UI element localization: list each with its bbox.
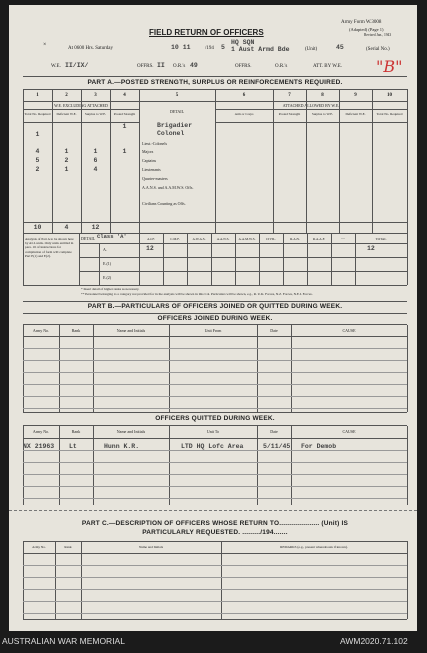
quitted-heading: OFFICERS QUITTED DURING WEEK. <box>155 415 275 422</box>
part-c-heading: PART C.—DESCRIPTION OF OFFICERS WHOSE RETURN TO.................... (Unit) IS <box>81 520 349 527</box>
analysis-col-header: A.I.F. <box>147 237 155 241</box>
table-divider <box>59 325 60 412</box>
rank-label: Lieut.-Colonels <box>142 141 167 146</box>
part-c-col-header: Rank <box>64 545 72 549</box>
cell-deficient: 1 <box>64 148 69 155</box>
column-number: 6 <box>242 93 246 98</box>
quitted-col-header: Army No. <box>32 429 50 434</box>
unit-prefix: HQ SQN <box>231 39 255 46</box>
joined-col-header: Date <box>270 328 278 333</box>
quitted-rank: Lt <box>69 443 77 450</box>
cell-total: 1 <box>35 131 40 138</box>
unit-value: 1 Aust Armd Bde <box>231 46 290 53</box>
column-number: 2 <box>65 93 68 98</box>
part-c-col-header: Army No. <box>32 545 46 549</box>
cell-total: 5 <box>35 157 40 164</box>
cell-total: 2 <box>35 166 40 173</box>
analysis-col-header: R.A.A.F. <box>312 237 326 241</box>
column-number: 9 <box>354 93 357 98</box>
analysis-row-label: E.(1) <box>103 261 112 266</box>
analysis-divider <box>139 233 140 285</box>
part-c-col-header: Name and Initials <box>138 545 164 549</box>
analysis-divider <box>235 233 236 285</box>
cell-posted: 1 <box>122 123 127 130</box>
table-row-line <box>23 384 407 385</box>
cell-deficient: 2 <box>64 157 69 164</box>
table-divider <box>407 325 408 412</box>
column-number: 7 <box>288 93 291 98</box>
cell-posted: 1 <box>122 148 127 155</box>
cell-surplus: 6 <box>93 157 98 164</box>
aif-value: 12 <box>146 245 154 252</box>
cell-surplus: 4 <box>93 166 98 173</box>
rank-label: Quarter-masters <box>142 176 168 181</box>
analysis-divider <box>259 233 260 285</box>
rank-label: Civilians Counting as Offs. <box>142 201 186 206</box>
column-number: 10 <box>387 93 392 98</box>
serial-value: 45 <box>336 44 344 51</box>
quitted-army-no: NX 21963 <box>23 443 55 450</box>
part-c-col-header: REMARKS (e.g., present whereabouts if known). <box>280 545 348 549</box>
table-row-line <box>23 396 407 397</box>
detail-total-label: DETAIL <box>81 236 96 241</box>
analysis-note: Analysis of Part A to be shown here by ALL units. Only units entitled in para. 16 of instructions for compilation of form will complete Part E(1) and E(2). <box>25 237 74 258</box>
table-divider <box>291 426 292 505</box>
we-value: II/IX/ <box>65 62 89 69</box>
right-col-header: Total No. Required <box>376 112 403 116</box>
handwritten-rank-2: Colonel <box>157 130 185 137</box>
handwritten-rank-1: Brigadier <box>157 122 193 129</box>
quitted-cause: For Demob <box>301 443 337 450</box>
table-row-line <box>23 498 407 499</box>
handwritten-b-stamp: "B" <box>376 57 403 76</box>
table-row-line <box>23 462 407 463</box>
analysis-col-header: CIVIL. <box>266 237 276 241</box>
column-number: 4 <box>123 93 126 98</box>
table-divider <box>291 325 292 412</box>
rank-label: Captains <box>142 158 156 163</box>
part-c-heading-2: PARTICULARLY REQUESTED. ........./194....... <box>142 529 288 536</box>
table-row-line <box>23 372 407 373</box>
analysis-row-label: A. <box>103 247 107 252</box>
analysis-col-header: A.W.A.S. <box>192 237 206 241</box>
table-row-line <box>23 408 407 409</box>
punch-mark: × <box>43 42 47 48</box>
note-2: ** Personnel belonging to a category not provided for in the analysis will be shown in this Col. Particulars will be shown, e.g., R. U.K. Forces, N.Z. Forces, N.E.I. Forces. <box>81 292 313 296</box>
table-divider <box>23 541 24 619</box>
we-label: W.E. <box>51 64 61 69</box>
table-divider <box>23 426 24 505</box>
table-row-line <box>23 589 407 590</box>
table-divider <box>221 541 222 619</box>
ors-label: O.R.'s <box>173 64 186 69</box>
analysis-divider <box>211 233 212 285</box>
right-col-header: Deficient W.E. <box>345 112 366 116</box>
analysis-col-header: TOTAL <box>375 237 387 241</box>
right-col-header: Posted Strength <box>278 112 301 116</box>
analysis-divider <box>99 243 100 285</box>
table-divider <box>407 541 408 619</box>
table-row-line <box>23 348 407 349</box>
table-row-line <box>23 450 407 451</box>
analysis-divider <box>163 233 164 285</box>
joined-col-header: Rank <box>71 328 81 333</box>
table-divider <box>169 426 170 505</box>
cell-total: 4 <box>35 148 40 155</box>
column-number: 5 <box>175 93 179 98</box>
detail-label: DETAIL <box>169 109 185 114</box>
form-title: FIELD RETURN OF OFFICERS <box>149 28 264 37</box>
table-row-line <box>23 577 407 578</box>
analysis-divider <box>355 233 356 285</box>
left-col-header: Surplus to W.E. <box>84 112 107 116</box>
table-divider <box>407 426 408 505</box>
table-divider <box>257 325 258 412</box>
analysis-divider <box>187 233 188 285</box>
cell-deficient: 1 <box>64 166 69 173</box>
table-row-line <box>23 601 407 602</box>
joined-heading: OFFICERS JOINED DURING WEEK. <box>157 315 273 322</box>
total-surplus: 12 <box>91 224 100 231</box>
quitted-col-header: Unit To <box>206 429 220 434</box>
joined-col-header: Unit From <box>204 328 222 333</box>
form-number: Army Form W.3008 <box>341 20 382 25</box>
at-label: At 0600 Hrs. Saturday <box>68 46 113 51</box>
quitted-col-header: Name and Initials <box>116 429 146 434</box>
att-label: ATT. BY W.E. <box>313 64 343 69</box>
table-row-line <box>23 360 407 361</box>
right-col-header: Surplus to W.E. <box>311 112 334 116</box>
part-b-heading: PART B.—PARTICULARS OF OFFICERS JOINED OR QUITTED DURING WEEK. <box>87 303 343 310</box>
table-row-line <box>23 486 407 487</box>
group-right-label: ATTACHED ALLOWED BY W.E. <box>282 103 340 108</box>
total-total: 10 <box>33 224 42 231</box>
note-1: * Insert detail of higher ranks as necessary. <box>81 287 140 291</box>
ors2-label: O.R.'s <box>275 64 288 69</box>
rank-label: Majors <box>142 149 154 154</box>
left-col-header: Posted Strength <box>113 112 136 116</box>
date-value: 10 11 <box>171 44 191 51</box>
analysis-row-label: E.(2) <box>103 275 112 280</box>
ors-value: 49 <box>190 62 198 69</box>
rank-label: A.A.N.S. and A.A.M.W.S. Offs. <box>142 185 194 190</box>
detail-total-value: Class 'A' <box>97 233 127 240</box>
column-number: 8 <box>321 93 324 98</box>
table-divider <box>55 541 56 619</box>
form-adapted: (Adapted) (Page 1) <box>349 27 384 32</box>
column-number: 3 <box>94 93 97 98</box>
right-col-header: Arm or Corps <box>234 112 254 116</box>
left-col-header: Deficient W.E. <box>56 112 77 116</box>
total-deficient: 4 <box>64 224 69 231</box>
analysis-col-header: C.M.F. <box>170 237 180 241</box>
table-row-line <box>23 474 407 475</box>
form-revised: Revised Jan., 1943 <box>364 33 392 37</box>
analysis-col-header: R.A.N. <box>290 237 300 241</box>
left-col-header: Total No. Required <box>24 112 51 116</box>
document-page <box>9 5 417 631</box>
table-row-line <box>23 565 407 566</box>
footer-right: AWM2020.71.102 <box>340 636 408 646</box>
table-divider <box>59 426 60 505</box>
joined-col-header: CAUSE <box>342 328 356 333</box>
offrs-value: II <box>157 62 165 69</box>
year-digit: 5 <box>221 44 225 51</box>
analysis-divider <box>307 233 308 285</box>
cell-surplus: 1 <box>93 148 98 155</box>
quitted-col-header: Rank <box>71 429 81 434</box>
analysis-col-header: A.A.N.S. <box>216 237 230 241</box>
table-row-line <box>23 613 407 614</box>
quitted-name: Hunn K.R. <box>104 443 140 450</box>
joined-col-header: Name and Initials <box>116 328 146 333</box>
table-divider <box>93 325 94 412</box>
table-divider <box>81 541 82 619</box>
table-divider <box>169 325 170 412</box>
analysis-divider <box>331 233 332 285</box>
offrs2-label: OFFRS. <box>235 64 252 69</box>
part-a-heading: PART A.—POSTED STRENGTH, SURPLUS OR REINFORCEMENTS REQUIRED. <box>87 79 343 86</box>
column-number: 1 <box>36 93 39 98</box>
analysis-divider <box>283 233 284 285</box>
analysis-col-header: A.A.M.W.S. <box>238 237 256 241</box>
footer-left: AUSTRALIAN WAR MEMORIAL <box>2 636 125 646</box>
group-left-label: W.E. EXCLUDING ATTACHED <box>54 103 108 108</box>
quitted-unit: LTD HQ Lofc Area <box>181 443 244 450</box>
table-divider <box>93 426 94 505</box>
quitted-date: 5/11/45 <box>263 443 291 450</box>
unit-label: (Unit) <box>305 47 318 52</box>
serial-label: (Serial No.) <box>366 47 390 52</box>
total-value: 12 <box>367 245 375 252</box>
analysis-col-header: " " <box>341 237 345 241</box>
rank-label: Lieutenants <box>142 167 161 172</box>
quitted-col-header: Date <box>270 429 278 434</box>
quitted-col-header: CAUSE <box>342 429 356 434</box>
table-divider <box>23 325 24 412</box>
joined-col-header: Army No. <box>32 328 50 333</box>
table-divider <box>257 426 258 505</box>
year-label: /194 <box>205 46 214 51</box>
offrs-label: OFFRS. <box>137 64 154 69</box>
